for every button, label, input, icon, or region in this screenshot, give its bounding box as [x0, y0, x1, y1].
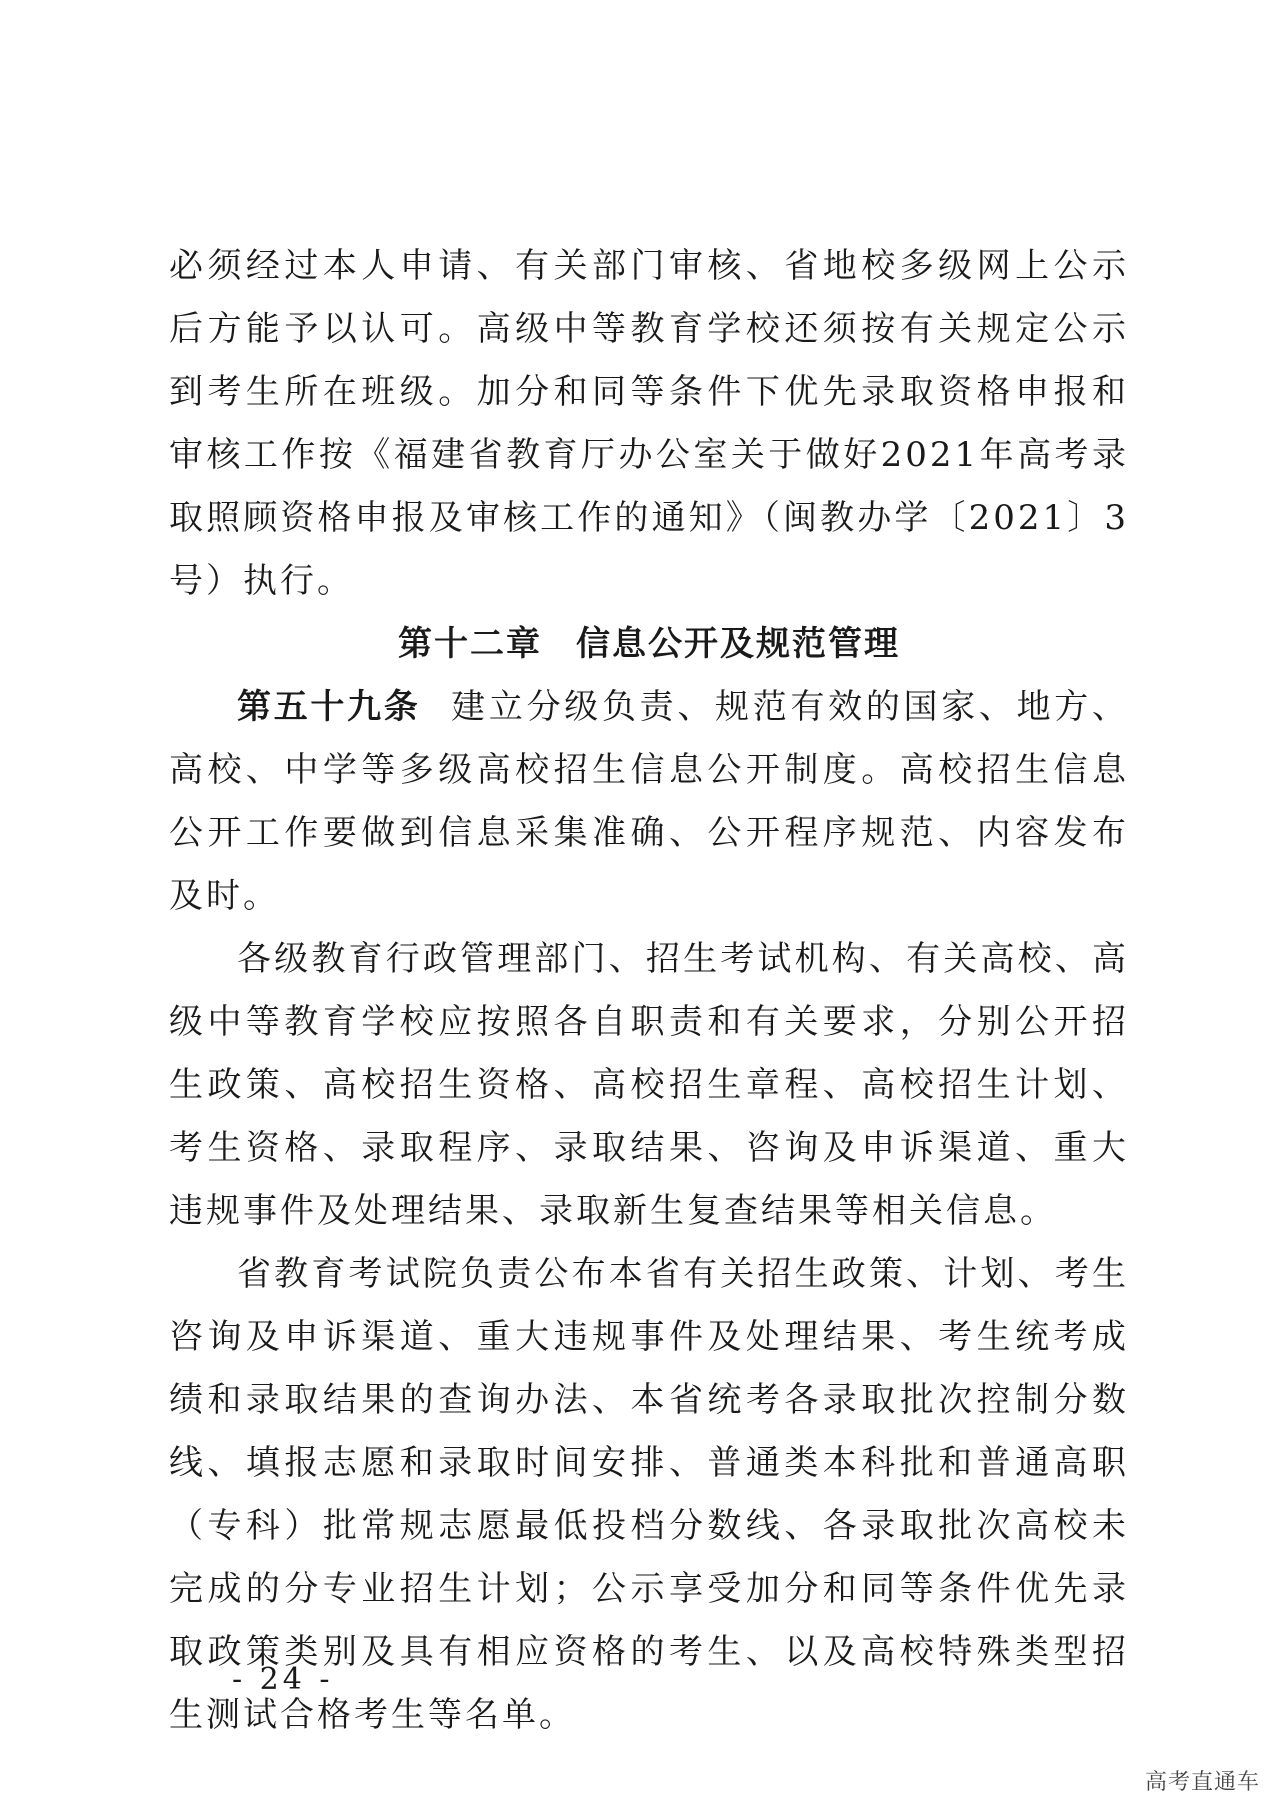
paragraph-continued: 必须经过本人申请、有关部门审核、省地校多级网上公示后方能予以认可。高级中等教育学校还须按有关规定公示到考生所在班级。加分和同等条件下优先录取资格申报和审核工作按《福建省教育厅办公室关于做好2021年高考录取照顾资格申报及审核工作的通知》（闽教办学〔2021〕3号）执行。 — [169, 246, 1129, 601]
paragraph: 各级教育行政管理部门、招生考试机构、有关高校、高级中等教育学校应按照各自职责和有关要求，分别公开招生政策、高校招生资格、高校招生章程、高校招生计划、考生资格、录取程序、录取结果、咨询及申诉渠道、重大违规事件及处理结果、录取新生复查结果等相关信息。 — [169, 939, 1129, 1231]
chapter-number: 第十二章 — [398, 624, 542, 664]
article-label: 第五十九条 — [237, 687, 421, 727]
document-body — [169, 235, 1129, 1747]
article-paragraph — [169, 676, 1129, 928]
chapter-heading — [169, 613, 1129, 676]
page-number: - 24 - — [232, 1662, 334, 1697]
article-text: 建立分级负责、规范有效的国家、地方、高校、中学等多级高校招生信息公开制度。高校招生信息公开工作要做到信息采集准确、公开程序规范、内容发布及时。 — [169, 687, 1130, 916]
chapter-title: 信息公开及规范管理 — [576, 624, 900, 664]
paragraph: 省教育考试院负责公布本省有关招生政策、计划、考生咨询及申诉渠道、重大违规事件及处理结果、考生统考成绩和录取结果的查询办法、本省统考各录取批次控制分数线、填报志愿和录取时间安排、普通类本科批和普通高职（专科）批常规志愿最低投档分数线、各录取批次高校未完成的分专业招生计划；公示享受加分和同等条件优先录取政策类别及具有相应资格的考生、以及高校特殊类型招生测试合格考生等名单。 — [169, 1254, 1129, 1735]
watermark: 高考直通车 — [1144, 1770, 1260, 1795]
